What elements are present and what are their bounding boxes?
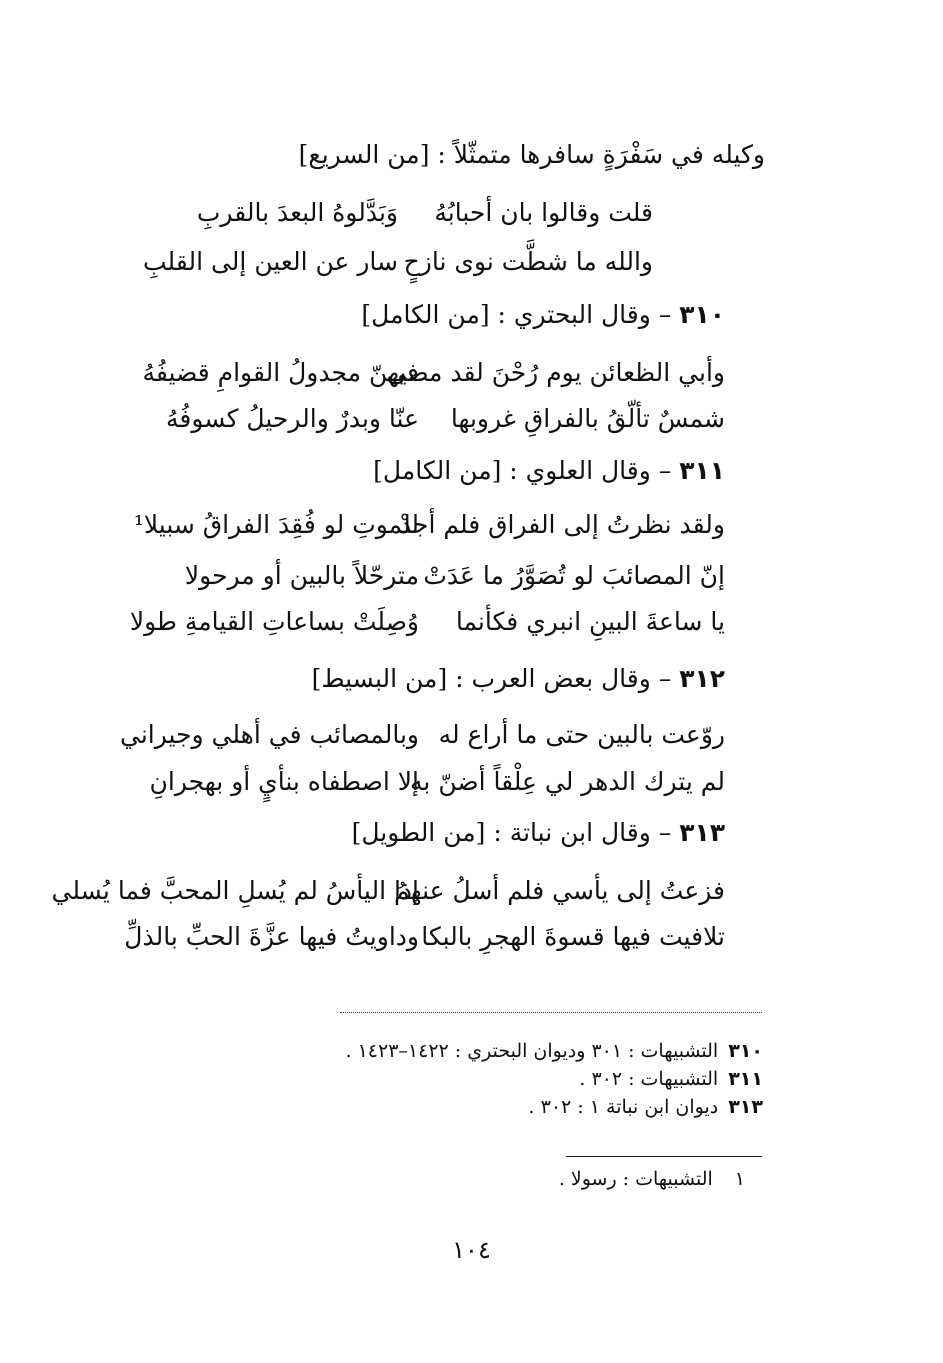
verse-p312-2 [129,767,725,796]
verse-hemistich-1: تلافيت فيها قسوةَ الهجرِ بالبكا [421,922,725,951]
poem-heading-text: – وقال العلوي : [من الكامل] [373,456,672,485]
verse-hemistich-1: والله ما شطَّت نوى نازحٍ [403,247,653,276]
verse-p0-1 [198,198,653,227]
poem-number: ٣١٢ [679,664,725,693]
source-note-number: ٣١٣ [728,1096,763,1118]
verse-hemistich-1: ولقد نظرتُ إلى الفراق فلم أجدْ [399,510,725,539]
poem-heading-text: – وقال ابن نباتة : [من الطويل] [351,818,672,847]
source-note-text: ديوان ابن نباتة ١ : ٣٠٢ . [528,1096,719,1118]
apparatus-divider [566,1156,762,1157]
source-note-313 [529,1096,763,1118]
source-note-310 [346,1040,764,1062]
verse-hemistich-2: مترحّلاً بالبين أو مرحولا [184,561,419,590]
verse-p312-1 [120,720,725,749]
verse-hemistich-2: عنّا وبدرٌ والرحيلُ كسوفُهُ [166,404,419,433]
apparatus-note-text: التشبيهات : رسولا . [558,1168,713,1190]
apparatus-note-1 [559,1168,745,1190]
footnote-divider [340,1012,762,1013]
verse-hemistich-1: إنّ المصائبَ لو تُصَوَّرُ ما عَدَتْ [423,561,725,590]
poem-number: ٣١٣ [679,818,725,847]
verse-p311-3 [129,607,725,636]
verse-hemistich-2: سار عن العين إلى القلبِ [142,247,398,276]
verse-hemistich-1: قلت وقالوا بان أحبابُهُ [434,198,653,227]
verse-hemistich-1: فزعتُ إلى يأسي فلم أسلُ عنهمُ [393,876,725,905]
verse-hemistich-2: إذا اليأسُ لم يُسلِ المحبَّ فما يُسلي [51,876,419,905]
verse-hemistich-1: روّعت بالبين حتى ما أراع له [438,720,725,749]
poem-heading-311 [373,456,725,485]
poem-heading-312 [312,664,725,693]
verse-hemistich-2: وَبَدَّلوهُ البعدَ بالقربِ [196,198,398,227]
verse-p0-2 [142,247,653,276]
poem-number: ٣١٠ [679,300,725,329]
verse-hemistich-2: وبالمصائب في أهلي وجيراني [120,720,419,749]
poem-number: ٣١١ [679,456,725,485]
verse-p311-2 [129,561,725,590]
verse-p310-1 [139,358,725,387]
poem-heading-313 [352,818,725,847]
verse-p310-2 [139,404,725,433]
poem-heading-text: – وقال بعض العرب : [من البسيط] [311,664,672,693]
source-note-number: ٣١٠ [728,1040,763,1062]
apparatus-note-number: ١ [734,1168,745,1190]
source-note-text: التشبيهات : ٣٠٢ . [579,1068,719,1090]
poem-heading-310 [361,300,725,329]
verse-hemistich-2: إلا اصطفاه بنأيٍ أو بهجرانِ [149,767,419,796]
verse-hemistich-1: وأبي الظعائن يوم رُحْنَ لقد مضى [386,358,725,387]
verse-hemistich-2: وداويتُ فيها عزَّةَ الحبِّ بالذلِّ [124,922,419,951]
verse-hemistich-1: شمسٌ تألّقُ بالفراقِ غروبها [450,404,725,433]
poem-heading-text: – وقال البحتري : [من الكامل] [361,300,672,329]
verse-p311-1 [129,510,725,539]
verse-hemistich-2: للموتِ لو فُقِدَ الفراقُ سبيلا¹ [133,510,419,539]
verse-hemistich-1: يا ساعةَ البينِ انبري فكأنما [455,607,725,636]
source-note-text: التشبيهات : ٣٠١ وديوان البحتري : ١٤٢٢–١٤٢٣ . [345,1040,719,1062]
source-note-number: ٣١١ [728,1068,763,1090]
verse-hemistich-1: لم يترك الدهر لي عِلْقاً أضنّ به [410,767,725,796]
verse-hemistich-2: فيهنّ مجدولُ القوامِ قضيفُهُ [142,358,419,387]
verse-p313-2 [124,922,725,951]
source-note-311 [579,1068,763,1090]
verse-hemistich-2: وُصِلَتْ بساعاتِ القيامةِ طولا [129,607,419,636]
page-number: ١٠٤ [452,1236,491,1264]
intro-line: وكيله في سَفْرَةٍ سافرها متمثّلاً : [من السريع] [298,140,765,169]
verse-p313-1 [51,876,725,905]
